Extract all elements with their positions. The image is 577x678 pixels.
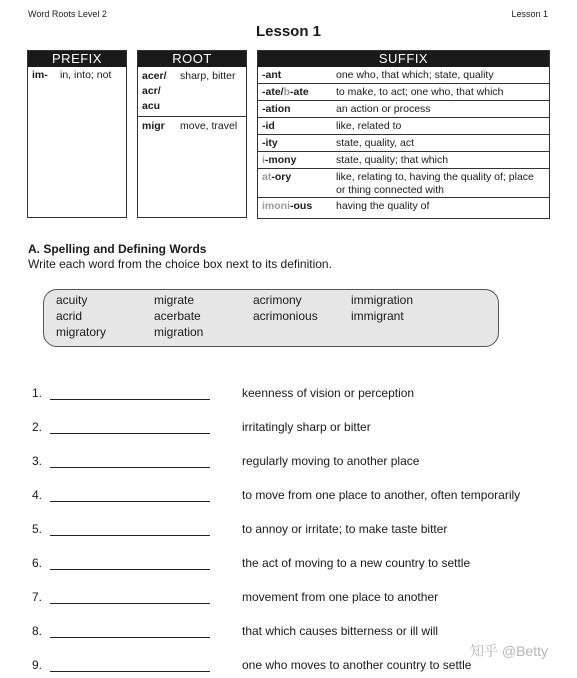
suffix-word-part: imoni [262, 200, 290, 212]
question-definition: that which causes bitterness or ill will [242, 624, 439, 638]
suffix-meaning: like, relating to, having the quality of; place or thing connected with [336, 171, 534, 196]
suffix-row [258, 198, 549, 215]
suffix-row [258, 84, 549, 101]
suffix-meaning: state, quality; that which [336, 153, 449, 166]
suffix-row [258, 101, 549, 118]
choice-word: acerbate [154, 309, 201, 323]
suffix-meaning: state, quality, act [336, 136, 415, 149]
prefix-table [27, 50, 127, 218]
suffix-heading: SUFFIX [258, 51, 549, 67]
suffix-meaning: one who, that which; state, quality [336, 68, 494, 81]
suffix-word: -ity [262, 136, 278, 149]
choice-word: acrimonious [253, 309, 318, 323]
suffix-word-part: at [262, 171, 272, 183]
header-lesson: Lesson 1 [511, 9, 548, 19]
choice-word: immigrant [351, 309, 404, 323]
choice-word: migratory [56, 325, 107, 339]
question-row [0, 658, 577, 678]
answer-blank[interactable] [50, 399, 210, 400]
question-row [0, 556, 577, 576]
suffix-word: -ation [262, 102, 291, 115]
question-definition: one who moves to another country to settle [242, 658, 472, 672]
question-definition: to move from one place to another, often temporarily [242, 488, 521, 502]
question-row [0, 454, 577, 474]
suffix-word-part: -ous [290, 200, 313, 212]
question-definition: the act of moving to a new country to settle [242, 556, 471, 570]
question-definition: irritatingly sharp or bitter [242, 420, 371, 434]
answer-blank[interactable] [50, 501, 210, 502]
root-word: migr [142, 120, 165, 132]
question-number: 6. [32, 556, 43, 570]
choice-word: acuity [56, 293, 88, 307]
answer-blank[interactable] [50, 569, 210, 570]
root-row [138, 117, 246, 136]
question-number: 9. [32, 658, 43, 672]
suffix-word [262, 171, 336, 184]
prefix-heading: PREFIX [28, 51, 126, 67]
question-row [0, 386, 577, 406]
choice-word: migration [154, 325, 204, 339]
answer-blank[interactable] [50, 467, 210, 468]
root-word-line: acer/ [142, 70, 167, 82]
question-row [0, 590, 577, 610]
choice-word: acrimony [253, 293, 302, 307]
suffix-word-part: -mony [264, 153, 297, 166]
choice-word: immigration [351, 293, 414, 307]
suffix-word [262, 154, 336, 167]
suffix-word-part: -ory [271, 171, 292, 183]
section-title: A. Spelling and Defining Words [28, 242, 207, 256]
question-number: 4. [32, 488, 43, 502]
question-definition: movement from one place to another [242, 590, 439, 604]
suffix-row [258, 67, 549, 84]
suffix-word: -ant [262, 68, 282, 81]
suffix-word [262, 200, 336, 213]
suffix-meaning: like, related to [336, 119, 402, 132]
root-meaning: move, travel [180, 120, 238, 132]
answer-blank[interactable] [50, 671, 210, 672]
suffix-word: -id [262, 119, 275, 132]
answer-blank[interactable] [50, 433, 210, 434]
root-word-line: acu [142, 100, 161, 112]
answer-blank[interactable] [50, 535, 210, 536]
suffix-table [257, 50, 550, 219]
suffix-row [258, 169, 549, 198]
question-number: 7. [32, 590, 43, 604]
question-row [0, 420, 577, 440]
suffix-meaning: to make, to act; one who, that which [336, 85, 504, 98]
suffix-word-part: i [262, 153, 265, 166]
root-word [142, 69, 180, 114]
question-number: 1. [32, 386, 43, 400]
question-definition: keenness of vision or perception [242, 386, 415, 400]
root-table [137, 50, 247, 218]
answer-blank[interactable] [50, 637, 210, 638]
suffix-row [258, 135, 549, 152]
question-row [0, 522, 577, 542]
suffix-row [258, 118, 549, 135]
root-meaning: sharp, bitter [180, 70, 236, 82]
prefix-meaning: in, into; not [60, 69, 112, 81]
watermark: 知乎 @Betty [470, 643, 549, 659]
choice-word: acrid [56, 309, 83, 323]
prefix-word: im- [32, 69, 48, 81]
header-level: Word Roots Level 2 [28, 9, 107, 19]
suffix-meaning: an action or process [336, 102, 431, 115]
suffix-word-part: -ate/ [262, 85, 284, 98]
question-definition: to annoy or irritate; to make taste bitter [242, 522, 448, 536]
question-number: 2. [32, 420, 43, 434]
prefix-row [28, 67, 126, 83]
question-definition: regularly moving to another place [242, 454, 420, 468]
suffix-word-part: -ate [290, 85, 309, 98]
choice-box [43, 289, 499, 347]
root-heading: ROOT [138, 51, 246, 67]
page-title: Lesson 1 [255, 23, 322, 40]
question-row [0, 488, 577, 508]
suffix-word [262, 86, 336, 99]
answer-blank[interactable] [50, 603, 210, 604]
suffix-word-part: b [283, 85, 291, 98]
root-word-line: acr/ [142, 85, 161, 97]
question-number: 8. [32, 624, 43, 638]
question-number: 5. [32, 522, 43, 536]
question-number: 3. [32, 454, 43, 468]
choice-word: migrate [154, 293, 195, 307]
suffix-row [258, 152, 549, 169]
root-row [138, 67, 246, 117]
section-instruction: Write each word from the choice box next to its definition. [28, 257, 332, 271]
suffix-meaning: having the quality of [336, 200, 430, 212]
